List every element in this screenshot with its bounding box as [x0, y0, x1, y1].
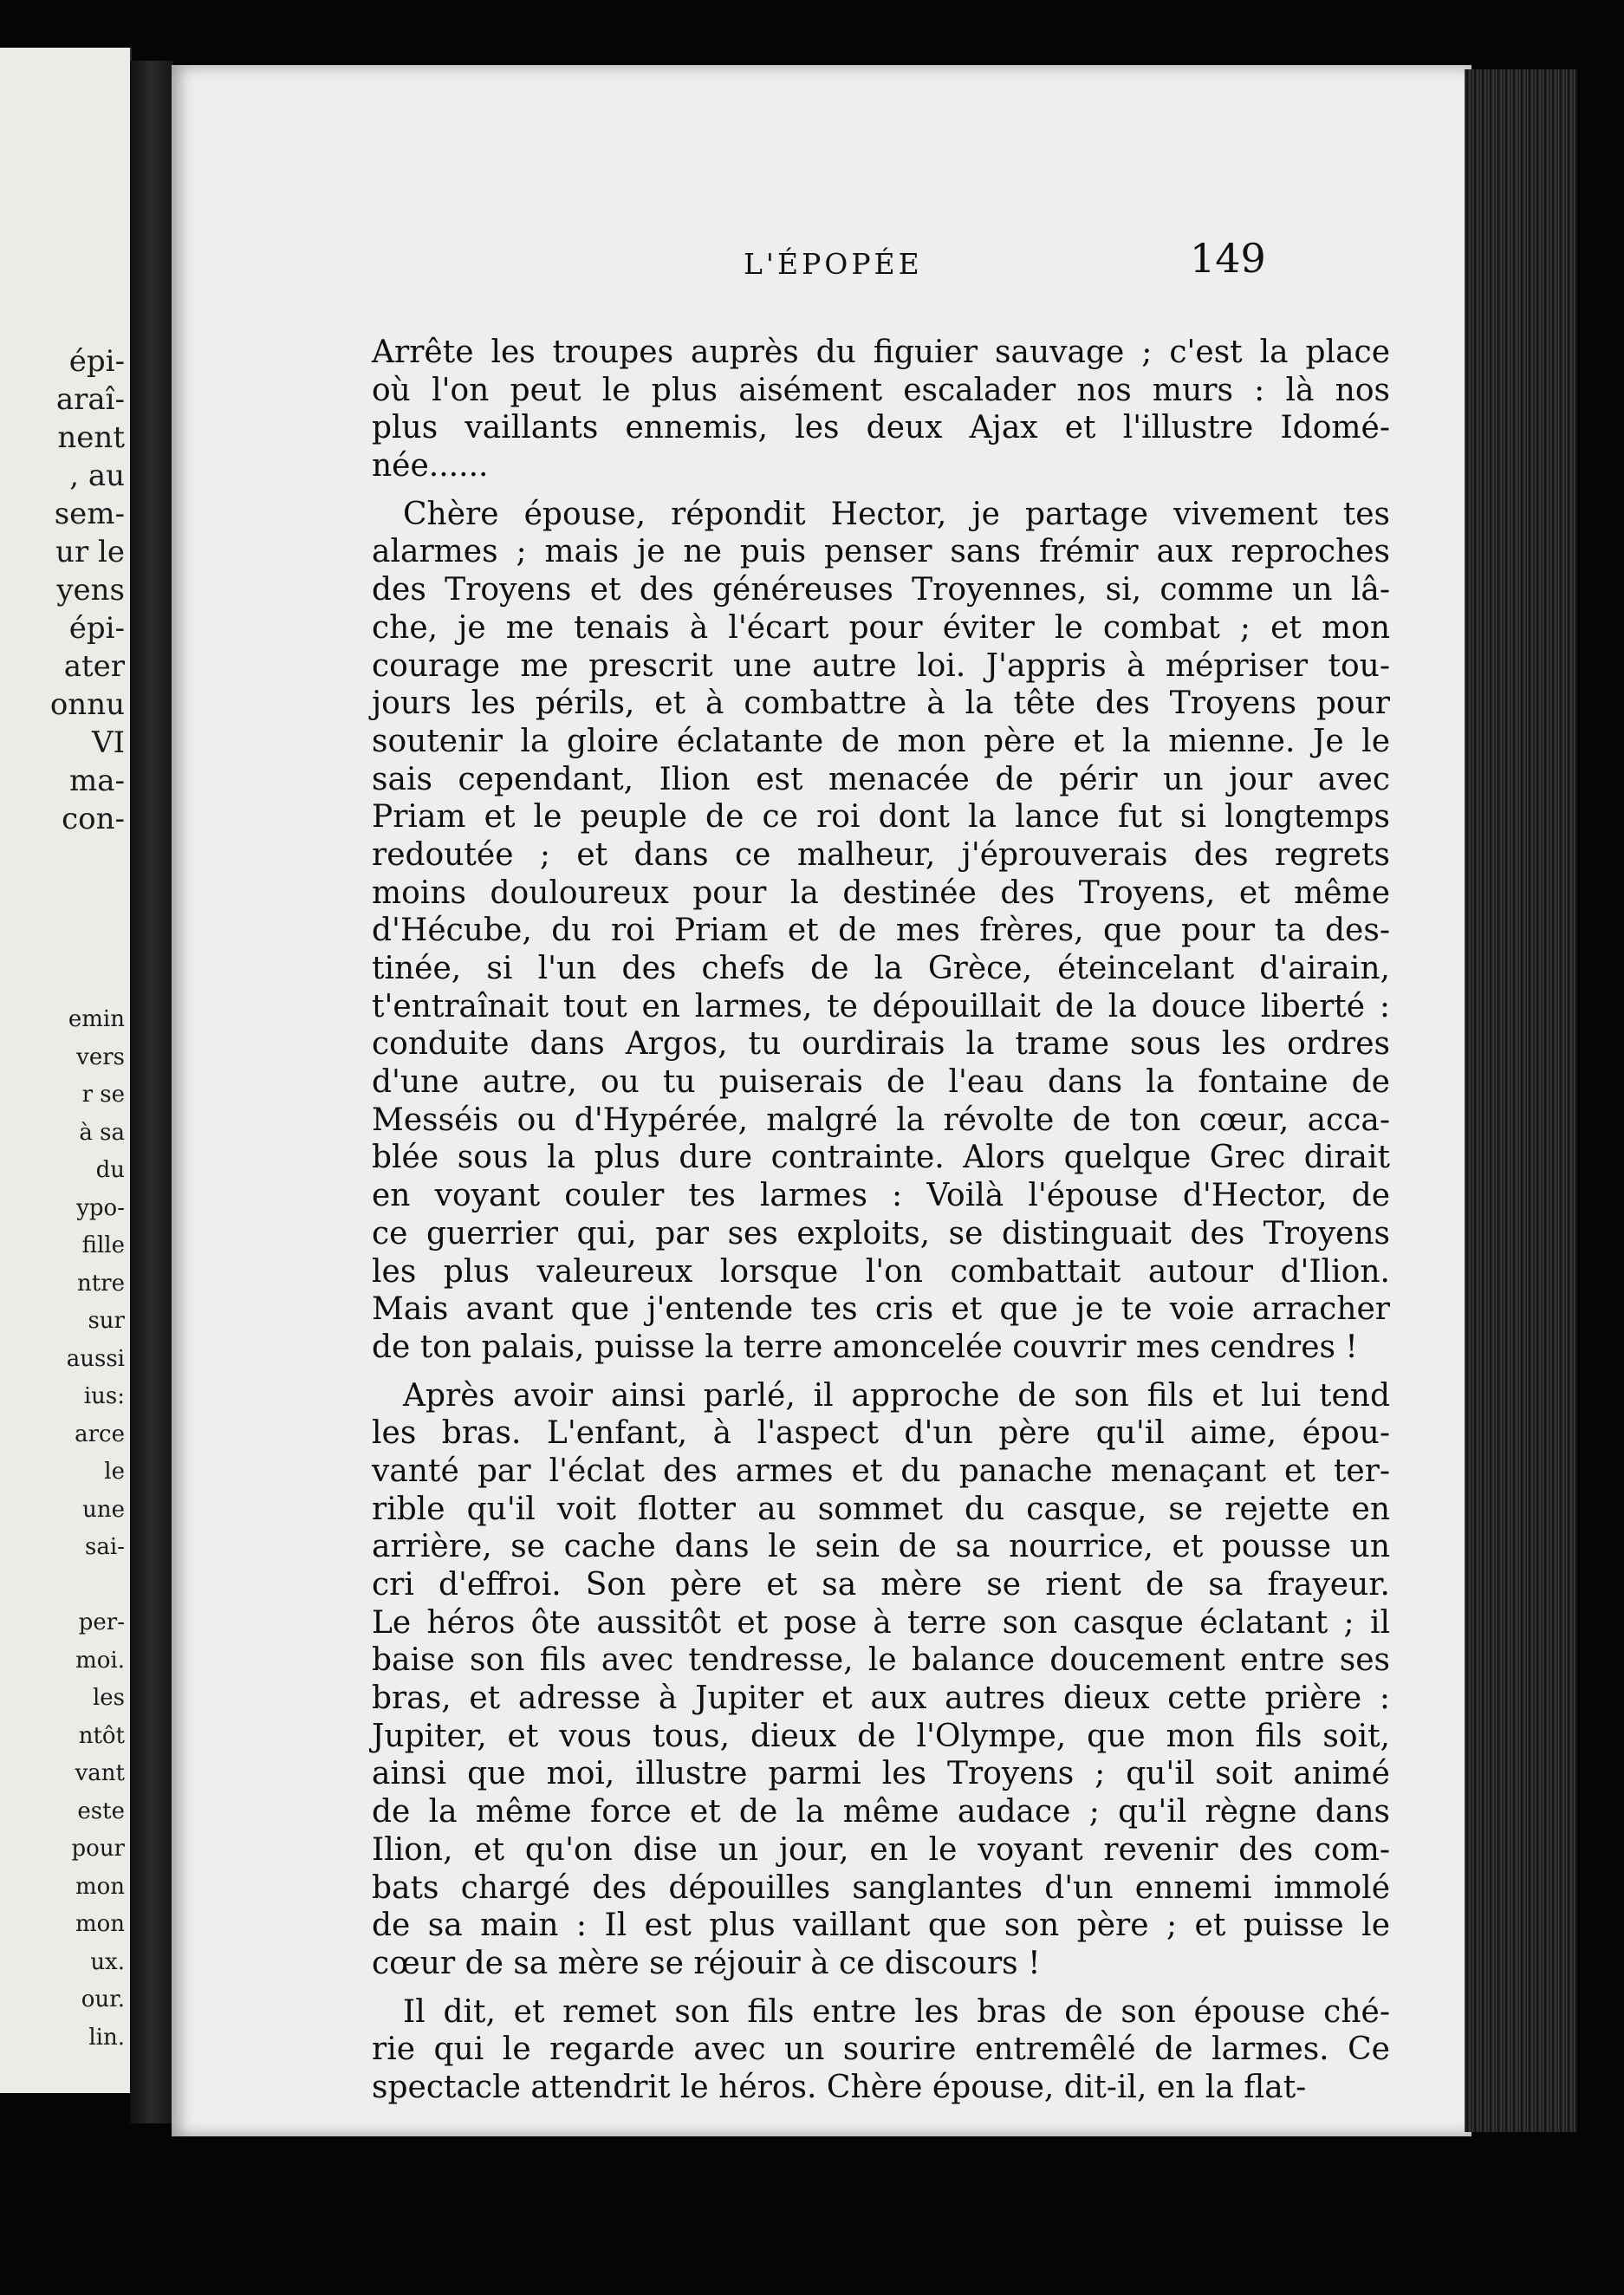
previous-page-fragment: sem-: [54, 497, 125, 531]
text-line: des Troyens et des généreuses Troyennes, si, comme un lâ-: [372, 572, 1390, 608]
previous-page-fragment: per-: [78, 1609, 125, 1635]
previous-page-fragment: du: [95, 1157, 125, 1183]
previous-page-fragment: mon: [75, 1873, 125, 1900]
previous-page-fragment: vant: [75, 1760, 125, 1786]
text-line: de ton palais, puisse la terre amoncelée couvrir mes cendres !: [372, 1329, 1358, 1365]
text-line: spectacle attendrit le héros. Chère épouse, dit-il, en la flat-: [372, 2069, 1307, 2105]
previous-page-text-bottom: [67, 1001, 125, 2057]
text-line: bras, et adresse à Jupiter et aux autres dieux cette prière :: [372, 1681, 1390, 1717]
text-line: Priam et le peuple de ce roi dont la lance fut si longtemps: [372, 799, 1390, 835]
previous-page-fragment: yens: [56, 573, 125, 608]
page-stack-edge: [1465, 69, 1577, 2132]
previous-page-fragment: à sa: [79, 1119, 125, 1146]
previous-page-fragment: ntre: [76, 1270, 125, 1297]
text-line: où l'on peut le plus aisément escalader nos murs : là nos: [372, 372, 1390, 408]
previous-page-fragment: arce: [75, 1421, 125, 1447]
text-line: cri d'effroi. Son père et sa mère se rient de sa frayeur.: [372, 1567, 1390, 1603]
previous-page-fragment: , au: [69, 458, 125, 493]
previous-page: [0, 48, 132, 2093]
text-line: rible qu'il voit flotter au sommet du casque, se rejette en: [372, 1491, 1390, 1527]
previous-page-fragment: ater: [63, 649, 125, 684]
text-line: en voyant couler tes larmes : Voilà l'épouse d'Hector, de: [372, 1178, 1390, 1214]
text-line: che, je me tenais à l'écart pour éviter le combat ; et mon: [372, 609, 1390, 646]
paragraph-gap: [372, 1367, 1390, 1377]
text-line: t'entraînait tout en larmes, te dépouillait de la douce liberté :: [372, 988, 1390, 1024]
previous-page-fragment: onnu: [49, 687, 125, 722]
previous-page-fragment: épi-: [68, 611, 125, 646]
previous-page-fragment: pour: [71, 1836, 125, 1862]
text-line: ce guerrier qui, par ses exploits, se distinguait des Troyens: [372, 1215, 1390, 1252]
text-line: tinée, si l'un des chefs de la Grèce, éteincelant d'airain,: [372, 951, 1390, 986]
previous-page-fragment: ntôt: [78, 1722, 125, 1749]
text-line: Il dit, et remet son fils entre les bras de son épouse ché-: [403, 1993, 1390, 2030]
paragraph: [372, 496, 1390, 1367]
text-line: d'une autre, ou tu puiserais de l'eau dans la fontaine de: [372, 1064, 1390, 1101]
previous-page-fragment: moi.: [75, 1647, 125, 1674]
text-line: alarmes ; mais je ne puis penser sans frémir aux reproches: [372, 534, 1390, 570]
text-line: courage me prescrit une autre loi. J'appris à mépriser tou-: [372, 647, 1390, 684]
text-line: les plus valeureux lorsque l'on combattait autour d'Ilion.: [372, 1253, 1390, 1290]
text-line: de sa main : Il est plus vaillant que son père ; et puisse le: [372, 1908, 1390, 1944]
text-line: née......: [372, 448, 489, 484]
text-line: Après avoir ainsi parlé, il approche de son fils et lui tend: [403, 1377, 1390, 1414]
text-line: d'Hécube, du roi Priam et de mes frères, que pour ta des-: [372, 913, 1390, 949]
text-line: moins douloureux pour la destinée des Troyens, et même: [372, 874, 1390, 911]
previous-page-fragment: ius:: [83, 1383, 125, 1409]
text-line: rie qui le regarde avec un sourire entremêlé de larmes. Ce: [372, 2032, 1390, 2068]
text-line: conduite dans Argos, tu ourdirais la trame sous les ordres: [372, 1026, 1390, 1063]
previous-page-fragment: ma-: [69, 764, 125, 798]
running-head: L'ÉPOPÉE: [744, 247, 923, 281]
previous-page-fragment: [67, 1567, 125, 1605]
paragraph: [372, 334, 1390, 485]
previous-page-fragment: lin.: [88, 2024, 125, 2051]
previous-page-fragment: our.: [81, 1986, 125, 2012]
body-text: [372, 334, 1390, 2107]
text-line: bats chargé des dépouilles sanglantes d'un ennemi immolé: [372, 1869, 1390, 1906]
text-line: Chère épouse, répondit Hector, je partage vivement tes: [403, 496, 1390, 532]
text-line: Arrête les troupes auprès du figuier sauvage ; c'est la place: [372, 335, 1390, 370]
paragraph-gap: [372, 485, 1390, 496]
paragraph: [372, 1377, 1390, 1983]
text-line: blée sous la plus dure contrainte. Alors quelque Grec dirait: [372, 1140, 1390, 1176]
text-line: vanté par l'éclat des armes et du panache menaçant et ter-: [372, 1453, 1390, 1489]
previous-page-fragment: vers: [76, 1043, 125, 1070]
previous-page-fragment: VI: [92, 725, 125, 760]
text-line: sais cependant, Ilion est menacée de périr un jour avec: [372, 761, 1390, 797]
previous-page-fragment: con-: [62, 802, 125, 836]
text-line: Messéis ou d'Hypérée, malgré la révolte de ton cœur, acca-: [372, 1102, 1390, 1138]
text-line: cœur de sa mère se réjouir à ce discours !: [372, 1945, 1041, 1981]
text-line: de la même force et de la même audace ; qu'il règne dans: [372, 1794, 1390, 1830]
previous-page-fragment: aussi: [66, 1345, 125, 1372]
previous-page-fragment: ypo-: [76, 1194, 125, 1221]
previous-page-fragment: sai-: [85, 1534, 125, 1560]
previous-page-fragment: este: [77, 1798, 125, 1824]
previous-page-fragment: les: [92, 1685, 125, 1711]
text-line: soutenir la gloire éclatante de mon père et la mienne. Je le: [372, 723, 1390, 759]
text-line: plus vaillants ennemis, les deux Ajax et l'illustre Idomé-: [372, 410, 1390, 446]
text-line: arrière, se cache dans le sein de sa nourrice, et pousse un: [372, 1529, 1390, 1565]
text-line: jours les périls, et à combattre à la tête des Troyens pour: [372, 686, 1390, 722]
previous-page-fragment: le: [104, 1459, 125, 1485]
text-line: les bras. L'enfant, à l'aspect d'un père qu'il aime, épou-: [372, 1415, 1390, 1452]
previous-page-fragment: emin: [68, 1006, 125, 1032]
previous-page-fragment: fille: [81, 1232, 125, 1258]
text-line: Mais avant que j'entende tes cris et que je te voie arracher: [372, 1291, 1390, 1328]
book-page: [172, 65, 1471, 2136]
page-number: 149: [1190, 235, 1266, 282]
text-line: Jupiter, et vous tous, dieux de l'Olympe, que mon fils soit,: [372, 1718, 1390, 1754]
text-line: redoutée ; et dans ce malheur, j'éprouverais des regrets: [372, 836, 1390, 873]
book-gutter: [130, 61, 173, 2123]
previous-page-fragment: nent: [57, 420, 125, 455]
text-line: baise son fils avec tendresse, le balance doucement entre ses: [372, 1642, 1390, 1679]
previous-page-fragment: épi-: [68, 344, 125, 379]
text-line: Le héros ôte aussitôt et pose à terre son casque éclatant ; il: [372, 1604, 1390, 1641]
paragraph-gap: [372, 1983, 1390, 1993]
previous-page-fragment: une: [82, 1496, 125, 1523]
previous-page-fragment: mon: [75, 1911, 125, 1937]
previous-page-fragment: araî-: [55, 382, 125, 417]
previous-page-fragment: sur: [88, 1308, 125, 1334]
text-line: ainsi que moi, illustre parmi les Troyens ; qu'il soit animé: [372, 1756, 1390, 1792]
previous-page-fragment: r se: [81, 1082, 125, 1108]
previous-page-fragment: ur le: [55, 535, 125, 569]
previous-page-fragment: ux.: [90, 1948, 125, 1975]
previous-page-text-top: [50, 342, 125, 838]
paragraph: [372, 1993, 1390, 2107]
text-line: Ilion, et qu'on dise un jour, en le voyant revenir des com-: [372, 1831, 1390, 1868]
